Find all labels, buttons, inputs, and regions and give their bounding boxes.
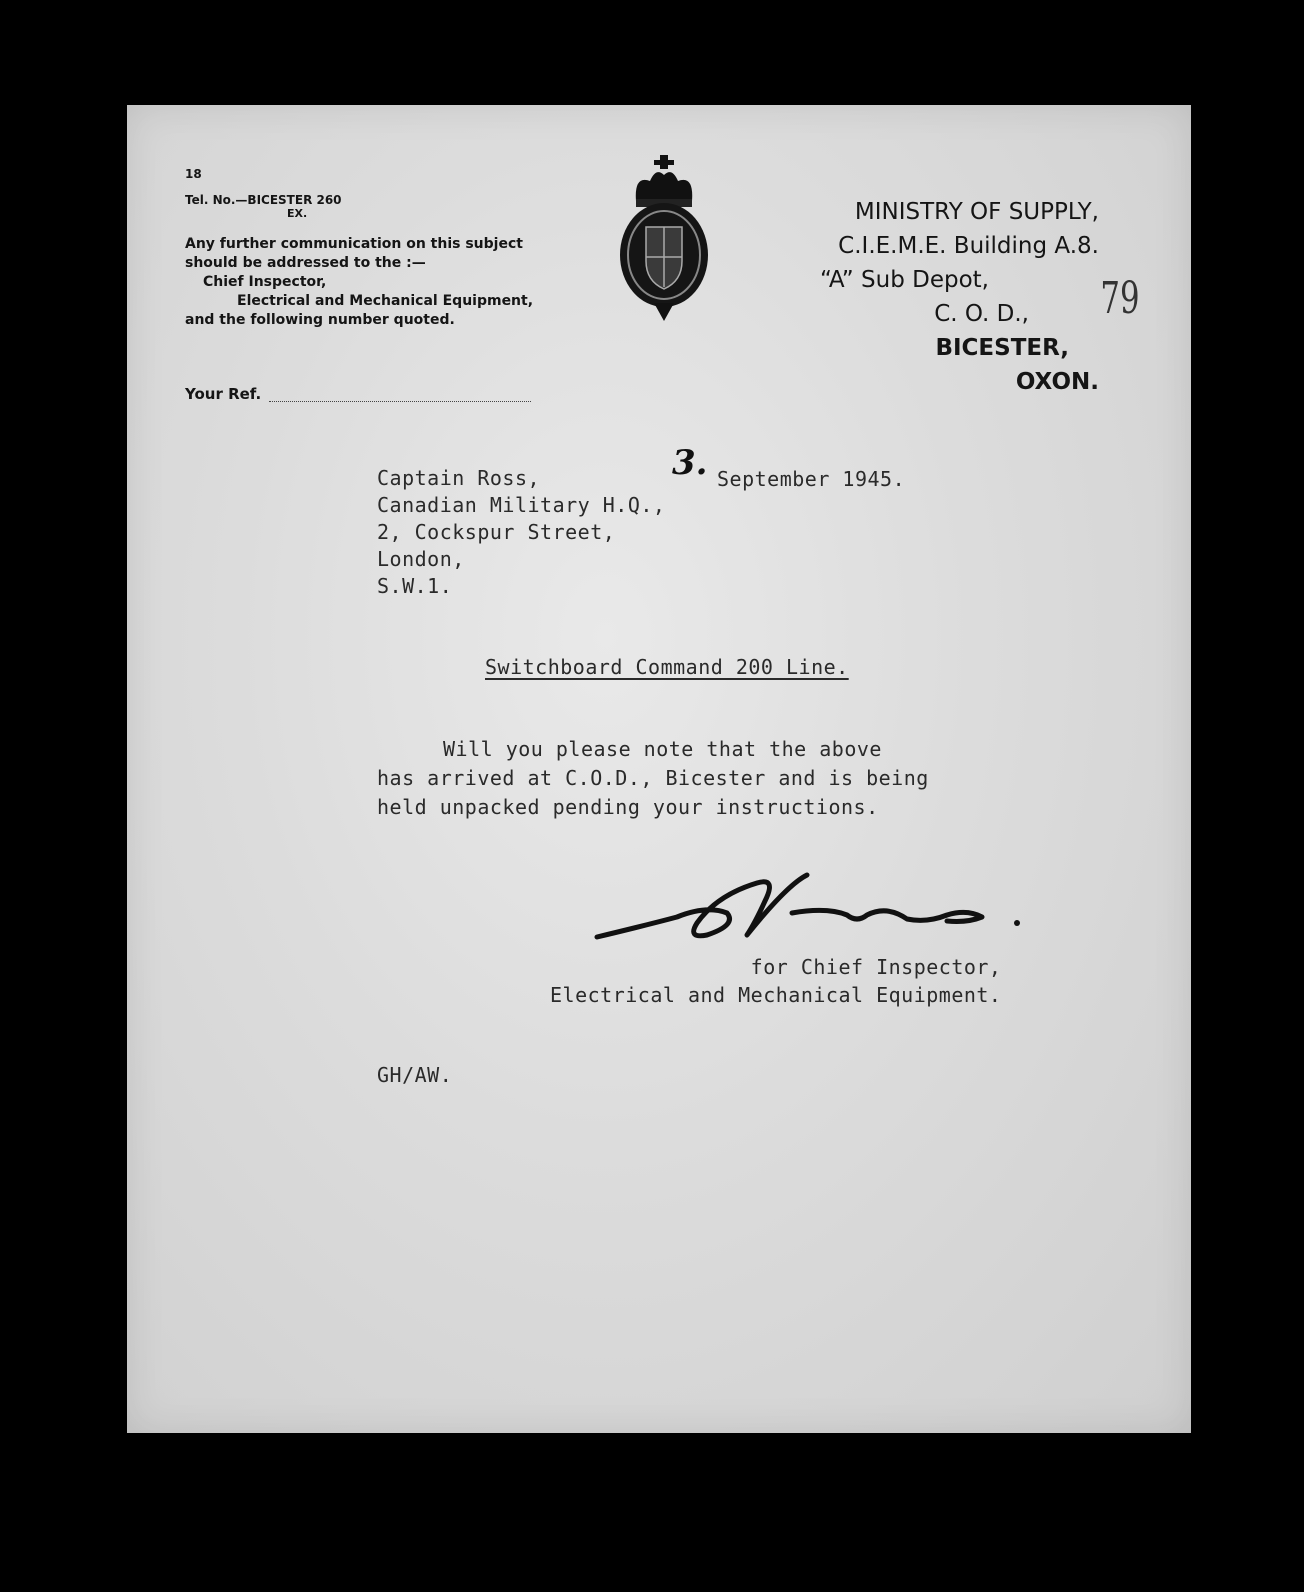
address-line: C. O. D.,	[934, 301, 1029, 327]
address-line: BICESTER,	[935, 335, 1069, 361]
signature-block	[550, 953, 1001, 1009]
communication-line: and the following number quoted.	[185, 312, 455, 328]
your-ref-label: Your Ref.	[185, 385, 262, 403]
handwritten-page-number: 79	[1100, 273, 1140, 324]
recipient-line: London,	[377, 547, 465, 571]
address-line: “A” Sub Depot,	[819, 267, 989, 293]
communication-instructions	[185, 235, 533, 330]
communication-line: Chief Inspector,	[203, 274, 327, 290]
letter-subject: Switchboard Command 200 Line.	[485, 655, 849, 679]
recipient-line: Canadian Military H.Q.,	[377, 493, 666, 517]
recipient-line: 2, Cockspur Street,	[377, 520, 616, 544]
address-line: OXON.	[1015, 369, 1099, 395]
signature-line: for Chief Inspector,	[750, 955, 1002, 979]
letter-page	[127, 105, 1191, 1433]
handwritten-signature	[587, 865, 1027, 955]
recipient-line: S.W.1.	[377, 574, 453, 598]
communication-line: should be addressed to the :—	[185, 255, 426, 271]
address-line: C.I.E.M.E. Building A.8.	[838, 233, 1099, 259]
form-number: 18	[185, 167, 202, 181]
your-ref-dotted-line	[269, 401, 531, 402]
telephone-extension: EX.	[287, 207, 308, 220]
letter-date: September 1945.	[717, 467, 906, 491]
communication-line: Electrical and Mechanical Equipment,	[237, 293, 534, 309]
letter-body	[377, 735, 929, 822]
date-day-handwritten: 3.	[672, 443, 708, 483]
address-line: MINISTRY OF SUPPLY,	[854, 199, 1099, 225]
body-line: held unpacked pending your instructions.	[377, 795, 879, 819]
signature-line: Electrical and Mechanical Equipment.	[550, 983, 1002, 1007]
royal-crest-icon	[614, 153, 714, 323]
reference-initials: GH/AW.	[377, 1063, 453, 1087]
body-line: has arrived at C.O.D., Bicester and is being	[377, 766, 929, 790]
recipient-address	[377, 465, 665, 600]
body-line: Will you please note that the above	[443, 737, 882, 761]
ministry-address	[820, 195, 1099, 399]
recipient-line: Captain Ross,	[377, 466, 541, 490]
communication-line: Any further communication on this subject	[185, 236, 523, 252]
telephone-number: Tel. No.—BICESTER 260	[185, 193, 342, 207]
